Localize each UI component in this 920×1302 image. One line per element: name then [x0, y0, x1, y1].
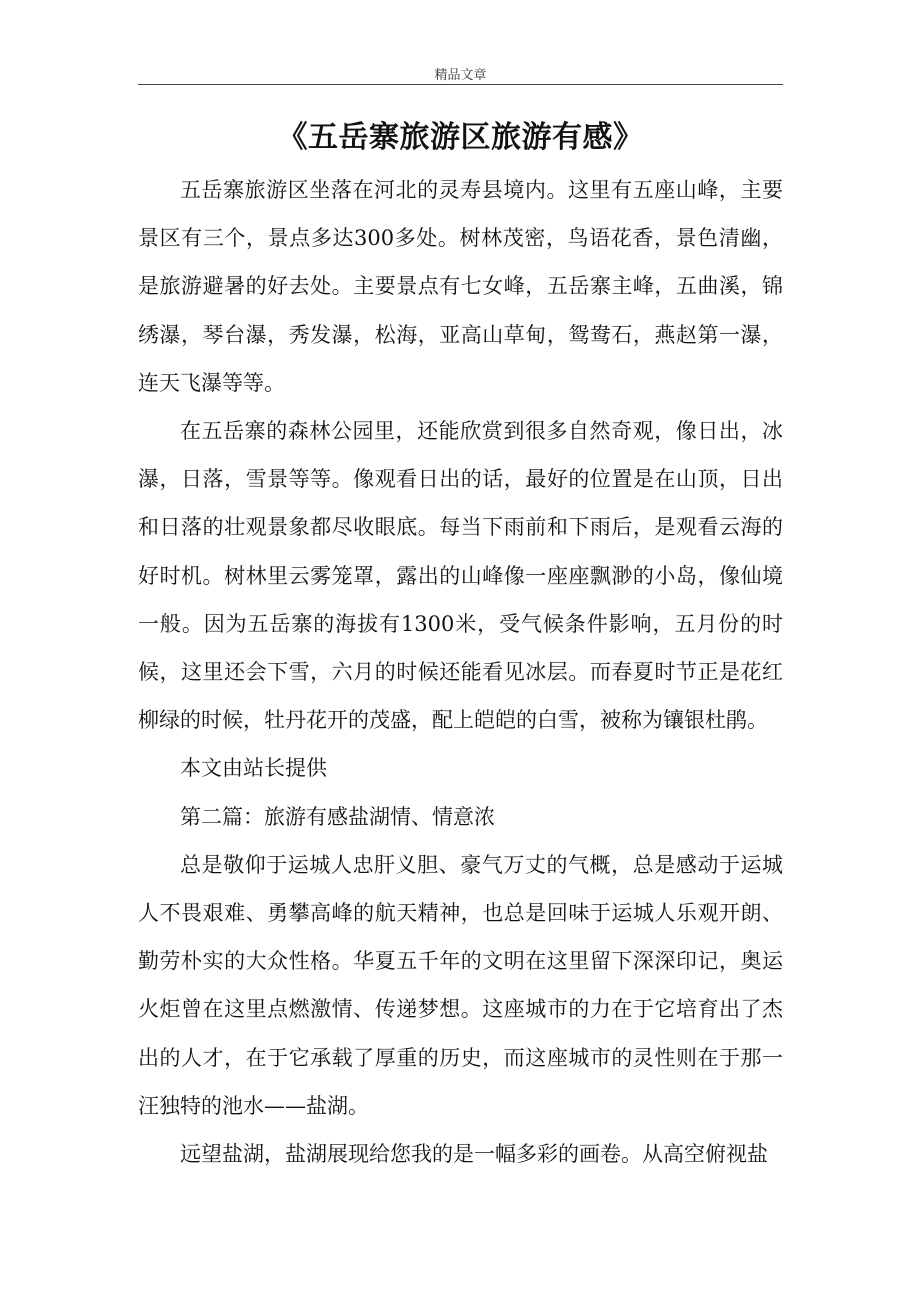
paragraph: 五岳寨旅游区坐落在河北的灵寿县境内。这里有五座山峰，主要景区有三个，景点多达300多处。树林茂密，鸟语花香，景色清幽，是旅游避暑的好去处。主要景点有七女峰，五岳寨主峰，五曲溪，锦绣瀑，琴台瀑，秀发瀑，松海，亚高山草甸，鸳鸯石，燕赵第一瀑，连天飞瀑等等。 [138, 178, 783, 395]
document-body [138, 166, 783, 1178]
page-header: 精品文章 [434, 68, 487, 83]
paragraph: 远望盐湖，盐湖展现给您我的是一幅多彩的画卷。从高空俯视盐 [180, 1142, 768, 1167]
paragraph: 本文由站长提供 [180, 756, 327, 781]
paragraph: 在五岳寨的森林公园里，还能欣赏到很多自然奇观，像日出，冰瀑，日落，雪景等等。像观看日出的话，最好的位置是在山顶，日出和日落的壮观景象都尽收眼底。每当下雨前和下雨后，是观看云海的好时机。树林里云雾笼罩，露出的山峰像一座座飘渺的小岛，像仙境一般。因为五岳寨的海拔有1300米，受气候条件影响，五月份的时候，这里还会下雪，六月的时候还能看见冰层。而春夏时节正是花红柳绿的时候，牡丹花开的茂盛，配上皑皑的白雪，被称为镶银杜鹃。 [138, 419, 783, 733]
header-rule [138, 84, 783, 85]
paragraph: 总是敬仰于运城人忠肝义胆、豪气万丈的气概，总是感动于运城人不畏艰难、勇攀高峰的航天精神，也总是回味于运城人乐观开朗、勤劳朴实的大众性格。华夏五千年的文明在这里留下深深印记，奥运火炬曾在这里点燃激情、传递梦想。这座城市的力在于它培育出了杰出的人才，在于它承载了厚重的历史，而这座城市的灵性则在于那一汪独特的池水——盐湖。 [138, 852, 783, 1118]
section-heading: 第二篇：旅游有感盐湖情、情意浓 [180, 804, 495, 829]
document-title: 《五岳寨旅游区旅游有感》 [277, 120, 644, 155]
